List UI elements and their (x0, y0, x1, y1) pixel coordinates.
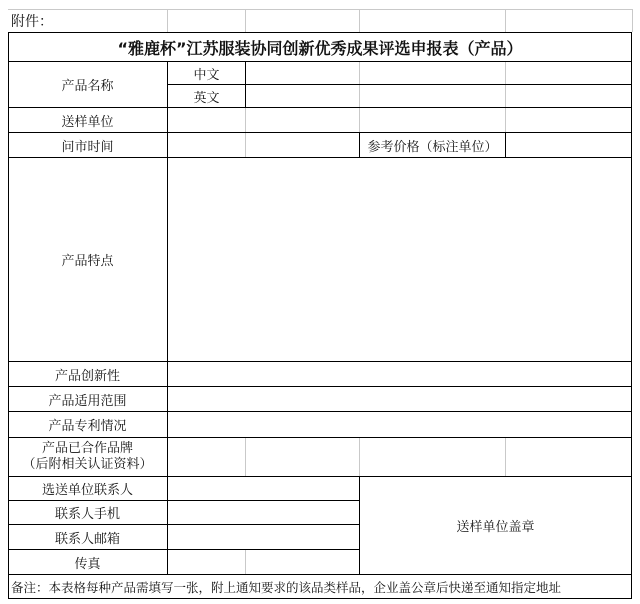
partner-brands-input[interactable] (168, 438, 631, 476)
innovation-label: 产品创新性 (54, 368, 120, 384)
reference-price-input[interactable] (506, 133, 631, 157)
english-label: 英文 (193, 90, 220, 106)
partner-brands-line1: 产品已合作品牌 (41, 441, 133, 456)
fax-label: 传真 (74, 556, 101, 572)
launch-time-label: 问市时间 (61, 139, 114, 155)
form-title: “雅鹿杯”江苏服装协同创新优秀成果评选申报表（产品） (117, 38, 523, 58)
chinese-label: 中文 (193, 67, 220, 83)
fax-input[interactable] (168, 550, 359, 574)
submitting-unit-input[interactable] (168, 108, 631, 132)
footnote: 备注：本表格每种产品需填写一张，附上通知要求的该品类样品，企业盖公章后快递至通知指定地址 (11, 579, 562, 595)
application-scope-label: 产品适用范围 (48, 393, 127, 409)
submitting-unit-label: 送样单位 (61, 114, 114, 130)
application-scope-input[interactable] (168, 387, 631, 411)
product-name-chinese-input[interactable] (246, 62, 631, 84)
contact-phone-input[interactable] (168, 501, 359, 524)
contact-person-label: 选送单位联系人 (41, 483, 133, 498)
reference-price-label: 参考价格（标注单位） (367, 139, 498, 155)
contact-email-label: 联系人邮箱 (54, 531, 120, 547)
product-name-label: 产品名称 (61, 79, 114, 94)
seal-label: 送样单位盖章 (456, 520, 535, 535)
partner-brands-label (8, 438, 167, 476)
patent-status-input[interactable] (168, 412, 631, 437)
innovation-input[interactable] (168, 362, 631, 386)
product-name-english-input[interactable] (246, 85, 631, 107)
launch-time-input[interactable] (168, 133, 359, 157)
attachment-label: 附件： (11, 14, 53, 30)
contact-phone-label: 联系人手机 (54, 507, 120, 522)
partner-brands-line2: （后附相关认证资料） (22, 457, 153, 472)
patent-status-label: 产品专利情况 (48, 419, 127, 434)
contact-person-input[interactable] (168, 477, 359, 500)
features-label: 产品特点 (61, 254, 114, 269)
contact-email-input[interactable] (168, 525, 359, 549)
features-input[interactable] (168, 158, 631, 361)
